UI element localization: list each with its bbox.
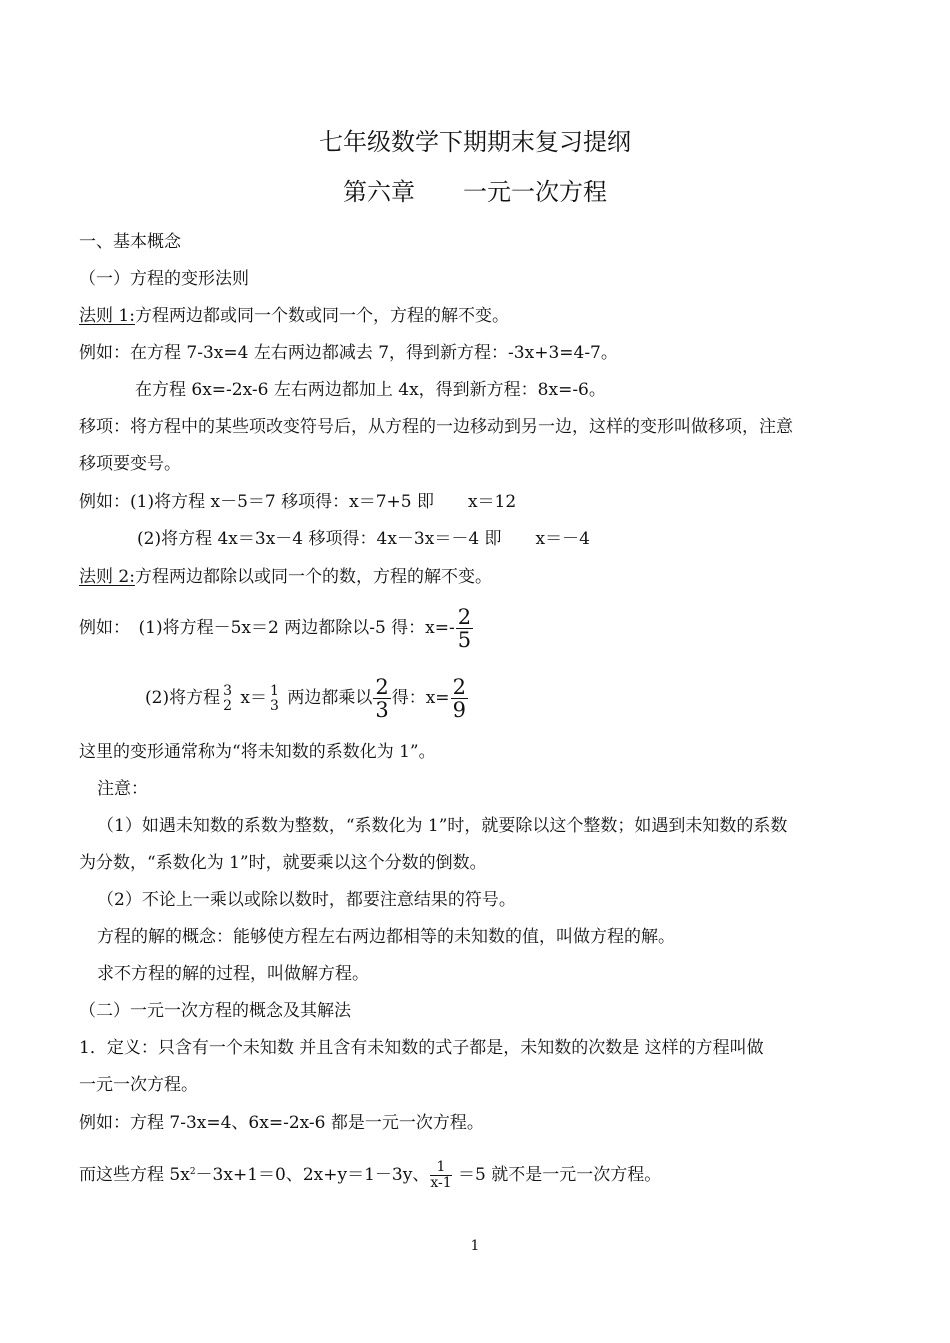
subsection-heading-2: （二）一元一次方程的概念及其解法 [79, 1001, 351, 1021]
example-5: 而这些方程 $5x^2-3x+1=0$、2x+y＝1－3y、 $\frac{1}{x-1}$ ＝5 就不是一元一次方程。 [79, 1159, 662, 1191]
note-1-line-2: 为分数，“系数化为 1”时，就要乘以这个分数的倒数。 [79, 853, 487, 873]
fraction: 1 3 [270, 682, 279, 714]
example-2b: (2)将方程 4x＝3x－4 移项得：4x－3x＝－4 即 x＝－4 [137, 529, 590, 549]
example-3a [79, 603, 474, 653]
page-title: 七年级数学下期期末复习提纲 [319, 128, 631, 156]
section-heading: 一、基本概念 [79, 232, 181, 252]
solve-concept: 求不方程的解的过程，叫做解方程。 [97, 964, 369, 984]
fraction: $\frac{2}{3}$ [375, 674, 389, 722]
rule-2 [79, 566, 492, 588]
rule-1-text: 方程两边都或同一个数或同一个，方程的解不变。 [134, 306, 509, 326]
coefficient-note: 这里的变形通常称为“将未知数的系数化为 1”。 [79, 742, 436, 762]
example-1b: 在方程 6x=-2x-6 左右两边都加上 4x，得到新方程：8x=-6。 [135, 380, 606, 400]
example-2a: 例如：(1)将方程 x－5＝7 移项得：x＝7+5 即 x＝12 [79, 492, 517, 512]
example-3a-text: 例如： (1)将方程－5x＝2 两边都除以-5 得：x=- [79, 618, 455, 638]
subsection-heading: （一）方程的变形法则 [79, 269, 249, 289]
solution-concept: 方程的解的概念：能够使方程左右两边都相等的未知数的值，叫做方程的解。 [97, 927, 675, 947]
rule-2-label: 法则 2: [79, 567, 135, 587]
page-number: 1 [470, 1238, 480, 1254]
move-definition-line-2: 移项要变号。 [79, 454, 181, 474]
rule-1-label: 法则 1: [79, 306, 135, 326]
definition-line-1: 1．定义：只含有一个未知数 并且含有未知数的式子都是，未知数的次数是 这样的方程叫做 [79, 1038, 764, 1058]
definition-line-2: 一元一次方程。 [79, 1075, 198, 1095]
fraction: $\frac{1}{x-1}$ [430, 1159, 452, 1191]
example-1a: 例如：在方程 7-3x=4 左右两边都减去 7，得到新方程：-3x+3=4-7。 [79, 343, 618, 363]
note-label: 注意： [97, 779, 148, 799]
fraction: $\frac{2}{5}$ [457, 604, 472, 652]
example-4: 例如：方程 7-3x=4、6x=-2x-6 都是一元一次方程。 [79, 1113, 484, 1133]
chapter-title: 第六章 一元一次方程 [343, 178, 607, 206]
example-3b: (2)将方程 3 2 x＝ 1 3 两边都乘以 $\frac{2}{3}$ 得：x= $\frac{2}{9}$ [145, 674, 466, 722]
rule-2-text: 方程两边都除以或同一个的数，方程的解不变。 [134, 567, 492, 587]
fraction: $\frac{2}{9}$ [452, 674, 466, 722]
fraction: 3 2 [223, 682, 233, 714]
move-definition-line-1: 移项：将方程中的某些项改变符号后，从方程的一边移动到另一边，这样的变形叫做移项，注意 [79, 417, 793, 437]
rule-1 [79, 305, 509, 327]
note-2: （2）不论上一乘以或除以数时，都要注意结果的符号。 [97, 890, 516, 910]
note-1-line-1: （1）如遇未知数的系数为整数，“系数化为 1”时，就要除以这个整数；如遇到未知数的系数 [97, 816, 788, 836]
